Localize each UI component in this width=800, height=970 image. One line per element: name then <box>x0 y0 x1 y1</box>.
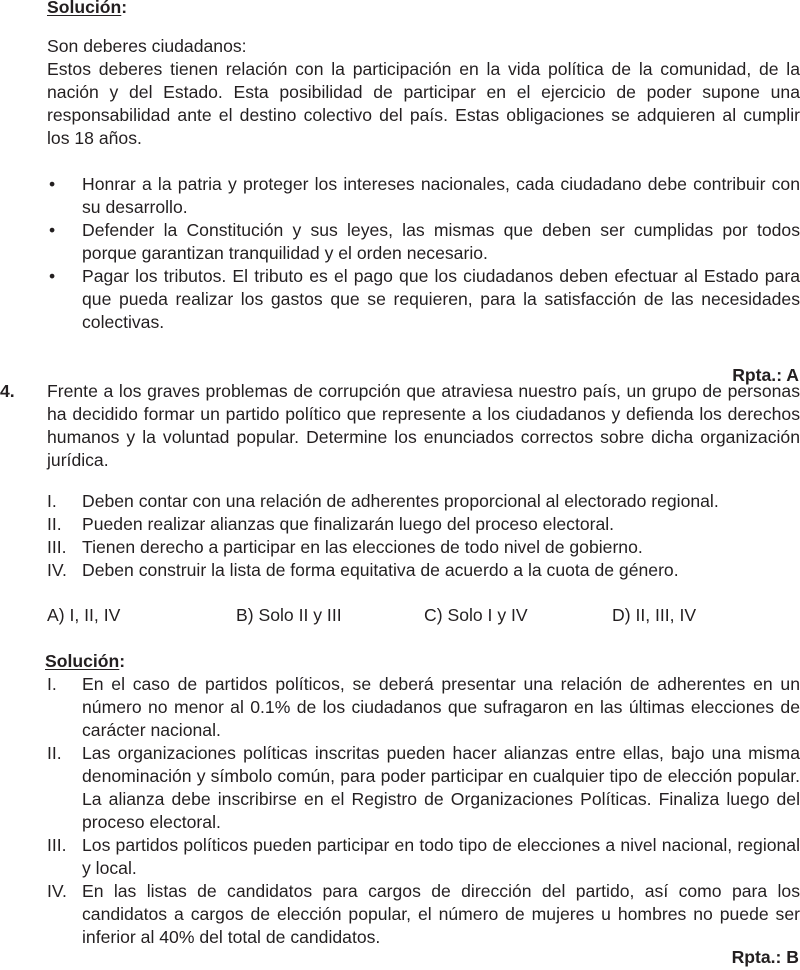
answer-options <box>47 604 800 627</box>
solution-heading-colon: : <box>119 651 126 671</box>
statement-number: IV. <box>47 560 67 580</box>
statement-item <box>0 559 800 582</box>
solution-heading-word: Solución <box>47 0 122 17</box>
solution-item-text: Las organizaciones políticas inscritas pueden hacer alianzas entre ellas, bajo una misma denominación y símbolo común, para poder participar en cualquier tipo de elección popular. La alianza debe inscribirse en el Registro de Organizaciones Políticas. Finaliza luego del proceso electoral. <box>82 743 800 832</box>
duty-text: Pagar los tributos. El tributo es el pago que los ciudadanos deben efectuar al Estado para que pueda realizar los gastos que se requieren, para la satisfacción de las necesidades colectivas. <box>82 266 800 332</box>
solution-heading-colon: : <box>121 0 128 17</box>
solution-item-text: En las listas de candidatos para cargos de dirección del partido, así como para los candidatos a cargos de elección popular, el número de mujeres u hombres no puede ser inferior al 40% del total de candidatos. <box>82 881 800 947</box>
solution-item <box>0 742 800 834</box>
solution-item <box>0 834 800 880</box>
duty-item <box>0 219 800 265</box>
statement-text: Pueden realizar alianzas que finalizarán luego del proceso electoral. <box>82 514 615 534</box>
intro-title: Son deberes ciudadanos: <box>47 36 247 56</box>
solution-item-number: IV. <box>47 881 67 901</box>
solution-heading-word: Solución <box>45 651 120 671</box>
statement-number: III. <box>47 537 67 557</box>
solution-item <box>0 673 800 742</box>
duties-list <box>0 173 800 334</box>
option-d[interactable]: D) II, III, IV <box>612 605 697 625</box>
bullet-icon: • <box>49 174 56 194</box>
statement-item <box>0 490 800 513</box>
duty-item <box>0 173 800 219</box>
solution-item-number: I. <box>47 674 57 694</box>
option-a[interactable]: A) I, II, IV <box>47 605 121 625</box>
statement-text: Tienen derecho a participar en las elecciones de todo nivel de gobierno. <box>82 537 643 557</box>
bullet-icon: • <box>49 266 56 286</box>
duty-text: Defender la Constitución y sus leyes, las mismas que deben ser cumplidas por todos porque garantizan tranquilidad y el orden necesario. <box>82 220 800 263</box>
answer-label: Rpta.: A <box>732 365 799 385</box>
question-text: Frente a los graves problemas de corrupción que atraviesa nuestro país, un grupo de personas ha decidido formar un partido político que represente a los ciudadanos y defienda los derechos humanos y la voluntad popular. Determine los enunciados correctos sobre dicha organización jurídica. <box>47 381 800 470</box>
solution-list <box>0 673 800 949</box>
statements-list <box>0 490 800 582</box>
statement-text: Deben contar con una relación de adherentes proporcional al electorado regional. <box>82 491 719 511</box>
statement-item <box>0 513 800 536</box>
statement-item <box>0 536 800 559</box>
statement-number: II. <box>47 514 62 534</box>
duty-item <box>0 265 800 334</box>
answer-label: Rpta.: B <box>731 947 799 967</box>
statement-text: Deben construir la lista de forma equitativa de acuerdo a la cuota de género. <box>82 560 679 580</box>
solution-item-number: II. <box>47 743 62 763</box>
solution-item-text: En el caso de partidos políticos, se deberá presentar una relación de adherentes en un número no menor al 0.1% de los ciudadanos que sufragaron en las últimas elecciones de carácter nacional. <box>82 674 800 740</box>
solution-item <box>0 880 800 949</box>
intro-paragraph: Estos deberes tienen relación con la participación en la vida política de la comunidad, de la nación y del Estado. Esta posibilidad de participar en el ejercicio de poder supone una responsabilidad ante el destino colectivo del país. Estas obligaciones se adquieren al cumplir los 18 años. <box>47 59 800 148</box>
statement-number: I. <box>47 491 57 511</box>
question-number: 4. <box>0 381 15 401</box>
solution-item-text: Los partidos políticos pueden participar en todo tipo de elecciones a nivel nacional, regional y local. <box>82 835 800 878</box>
option-c[interactable]: C) Solo I y IV <box>424 605 528 625</box>
solution-heading <box>45 650 125 673</box>
option-b[interactable]: B) Solo II y III <box>236 605 342 625</box>
solution-item-number: III. <box>47 835 67 855</box>
bullet-icon: • <box>49 220 56 240</box>
duty-text: Honrar a la patria y proteger los intereses nacionales, cada ciudadano debe contribuir con su desarrollo. <box>82 174 800 217</box>
solution-heading <box>47 0 127 19</box>
